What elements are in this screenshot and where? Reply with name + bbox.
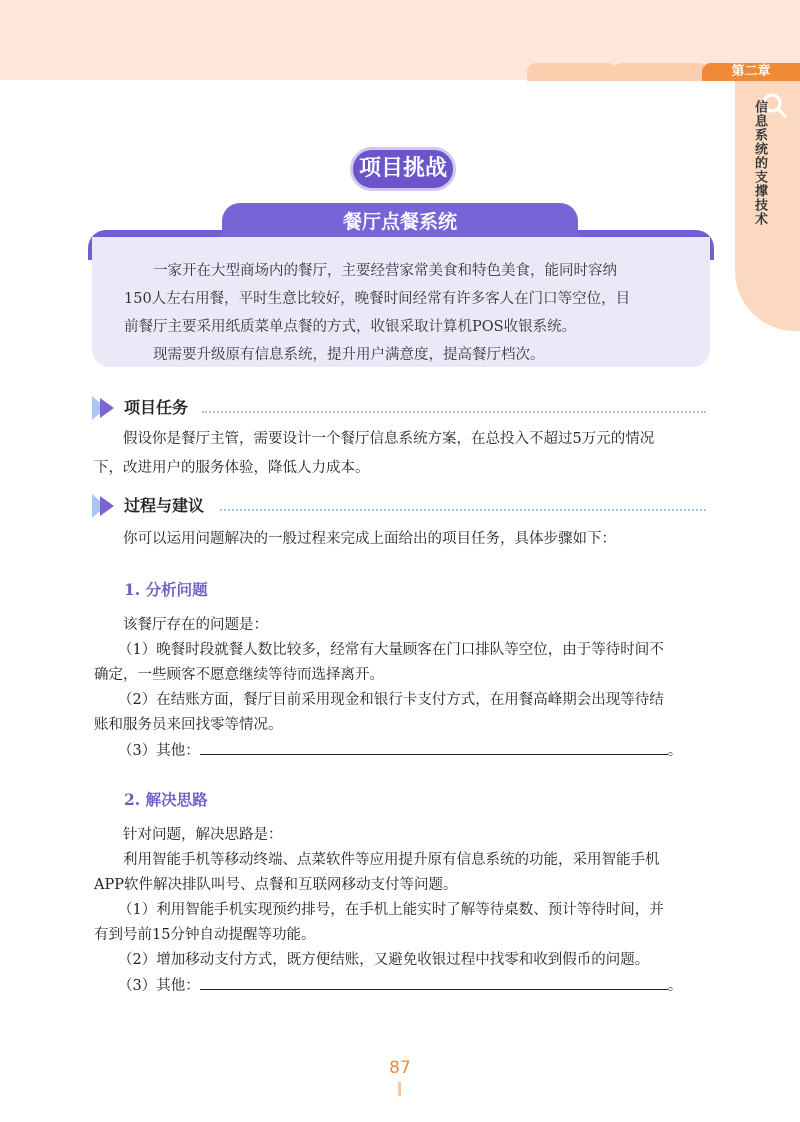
step2-other-end: 。: [667, 978, 683, 994]
section-arrow-icon: [90, 396, 120, 420]
project-line: 前餐厅主要采用纸质菜单点餐的方式，收银采取计算机POS收银系统。: [124, 319, 577, 335]
process-section-head: [90, 494, 706, 520]
chapter-tab: 第二章: [702, 63, 800, 81]
step2-title: 2. 解决思路: [124, 790, 208, 809]
task-section-head: [90, 396, 706, 422]
step2-item2: （2）增加移动支付方式，既方便结账，又避免收银过程中找零和收到假币的问题。: [118, 952, 650, 968]
project-badge: 项目挑战: [350, 147, 456, 191]
step1-title: 1. 分析问题: [124, 580, 208, 599]
project-line: 现需要升级原有信息系统，提升用户满意度，提高餐厅档次。: [153, 347, 545, 363]
step1-item1-line: （1）晚餐时段就餐人数比较多，经常有大量顾客在门口排队等空位，由于等待时间不: [118, 642, 664, 658]
step1-other-blank[interactable]: [200, 736, 668, 755]
step2-lead: 针对问题，解决思路是：: [123, 827, 283, 843]
step1-item2-line: 账和服务员来回找零等情况。: [94, 717, 283, 733]
project-line: 一家开在大型商场内的餐厅，主要经营家常美食和特色美食，能同时容纳: [153, 263, 617, 279]
step2-item1-line: （1）利用智能手机实现预约排号，在手机上能实时了解等待桌数、预计等待时间，并: [118, 902, 664, 918]
task-line: 下，改进用户的服务体验，降低人力成本。: [94, 460, 370, 476]
process-intro: 你可以运用问题解决的一般过程来完成上面给出的项目任务，具体步骤如下：: [123, 531, 616, 547]
project-title: 餐厅点餐系统: [222, 203, 578, 239]
project-line: 150人左右用餐，平时生意比较好，晚餐时间经常有许多客人在门口等空位，目: [124, 291, 631, 307]
step2-item1-line: 有到号前15分钟自动提醒等功能。: [94, 927, 316, 943]
project-description: [92, 237, 710, 367]
page-number: 87: [389, 1058, 411, 1078]
step1-item2-line: （2）在结账方面，餐厅目前采用现金和银行卡支付方式，在用餐高峰期会出现等待结: [118, 692, 664, 708]
step2-summary-line: 利用智能手机等移动终端、点菜软件等应用提升原有信息系统的功能，采用智能手机: [123, 852, 660, 868]
step1-lead: 该餐厅存在的问题是：: [123, 617, 268, 633]
step1-other-label: （3）其他：: [118, 743, 200, 759]
task-line: 假设你是餐厅主管，需要设计一个餐厅信息系统方案，在总投入不超过5万元的情况: [123, 431, 655, 447]
step2-summary-line: APP软件解决排队叫号、点餐和互联网移动支付等问题。: [94, 877, 458, 893]
step1-other: [118, 736, 710, 766]
section-divider: [202, 411, 706, 413]
section-arrow-icon: [90, 494, 120, 518]
side-title: 信息系统的支撑技术: [752, 100, 767, 226]
section-divider: [220, 509, 706, 511]
task-heading: 项目任务: [124, 398, 189, 417]
step2-other-label: （3）其他：: [118, 978, 200, 994]
header-tab-blank-1: [527, 63, 617, 81]
header-tab-blank-2: [613, 63, 708, 81]
process-heading: 过程与建议: [124, 496, 205, 515]
step1-other-end: 。: [667, 743, 683, 759]
step2-other-blank[interactable]: [200, 971, 668, 990]
step2-other: [118, 971, 710, 1001]
page-number-mark: [398, 1082, 401, 1096]
step1-item1-line: 确定，一些顾客不愿意继续等待而选择离开。: [94, 667, 384, 683]
